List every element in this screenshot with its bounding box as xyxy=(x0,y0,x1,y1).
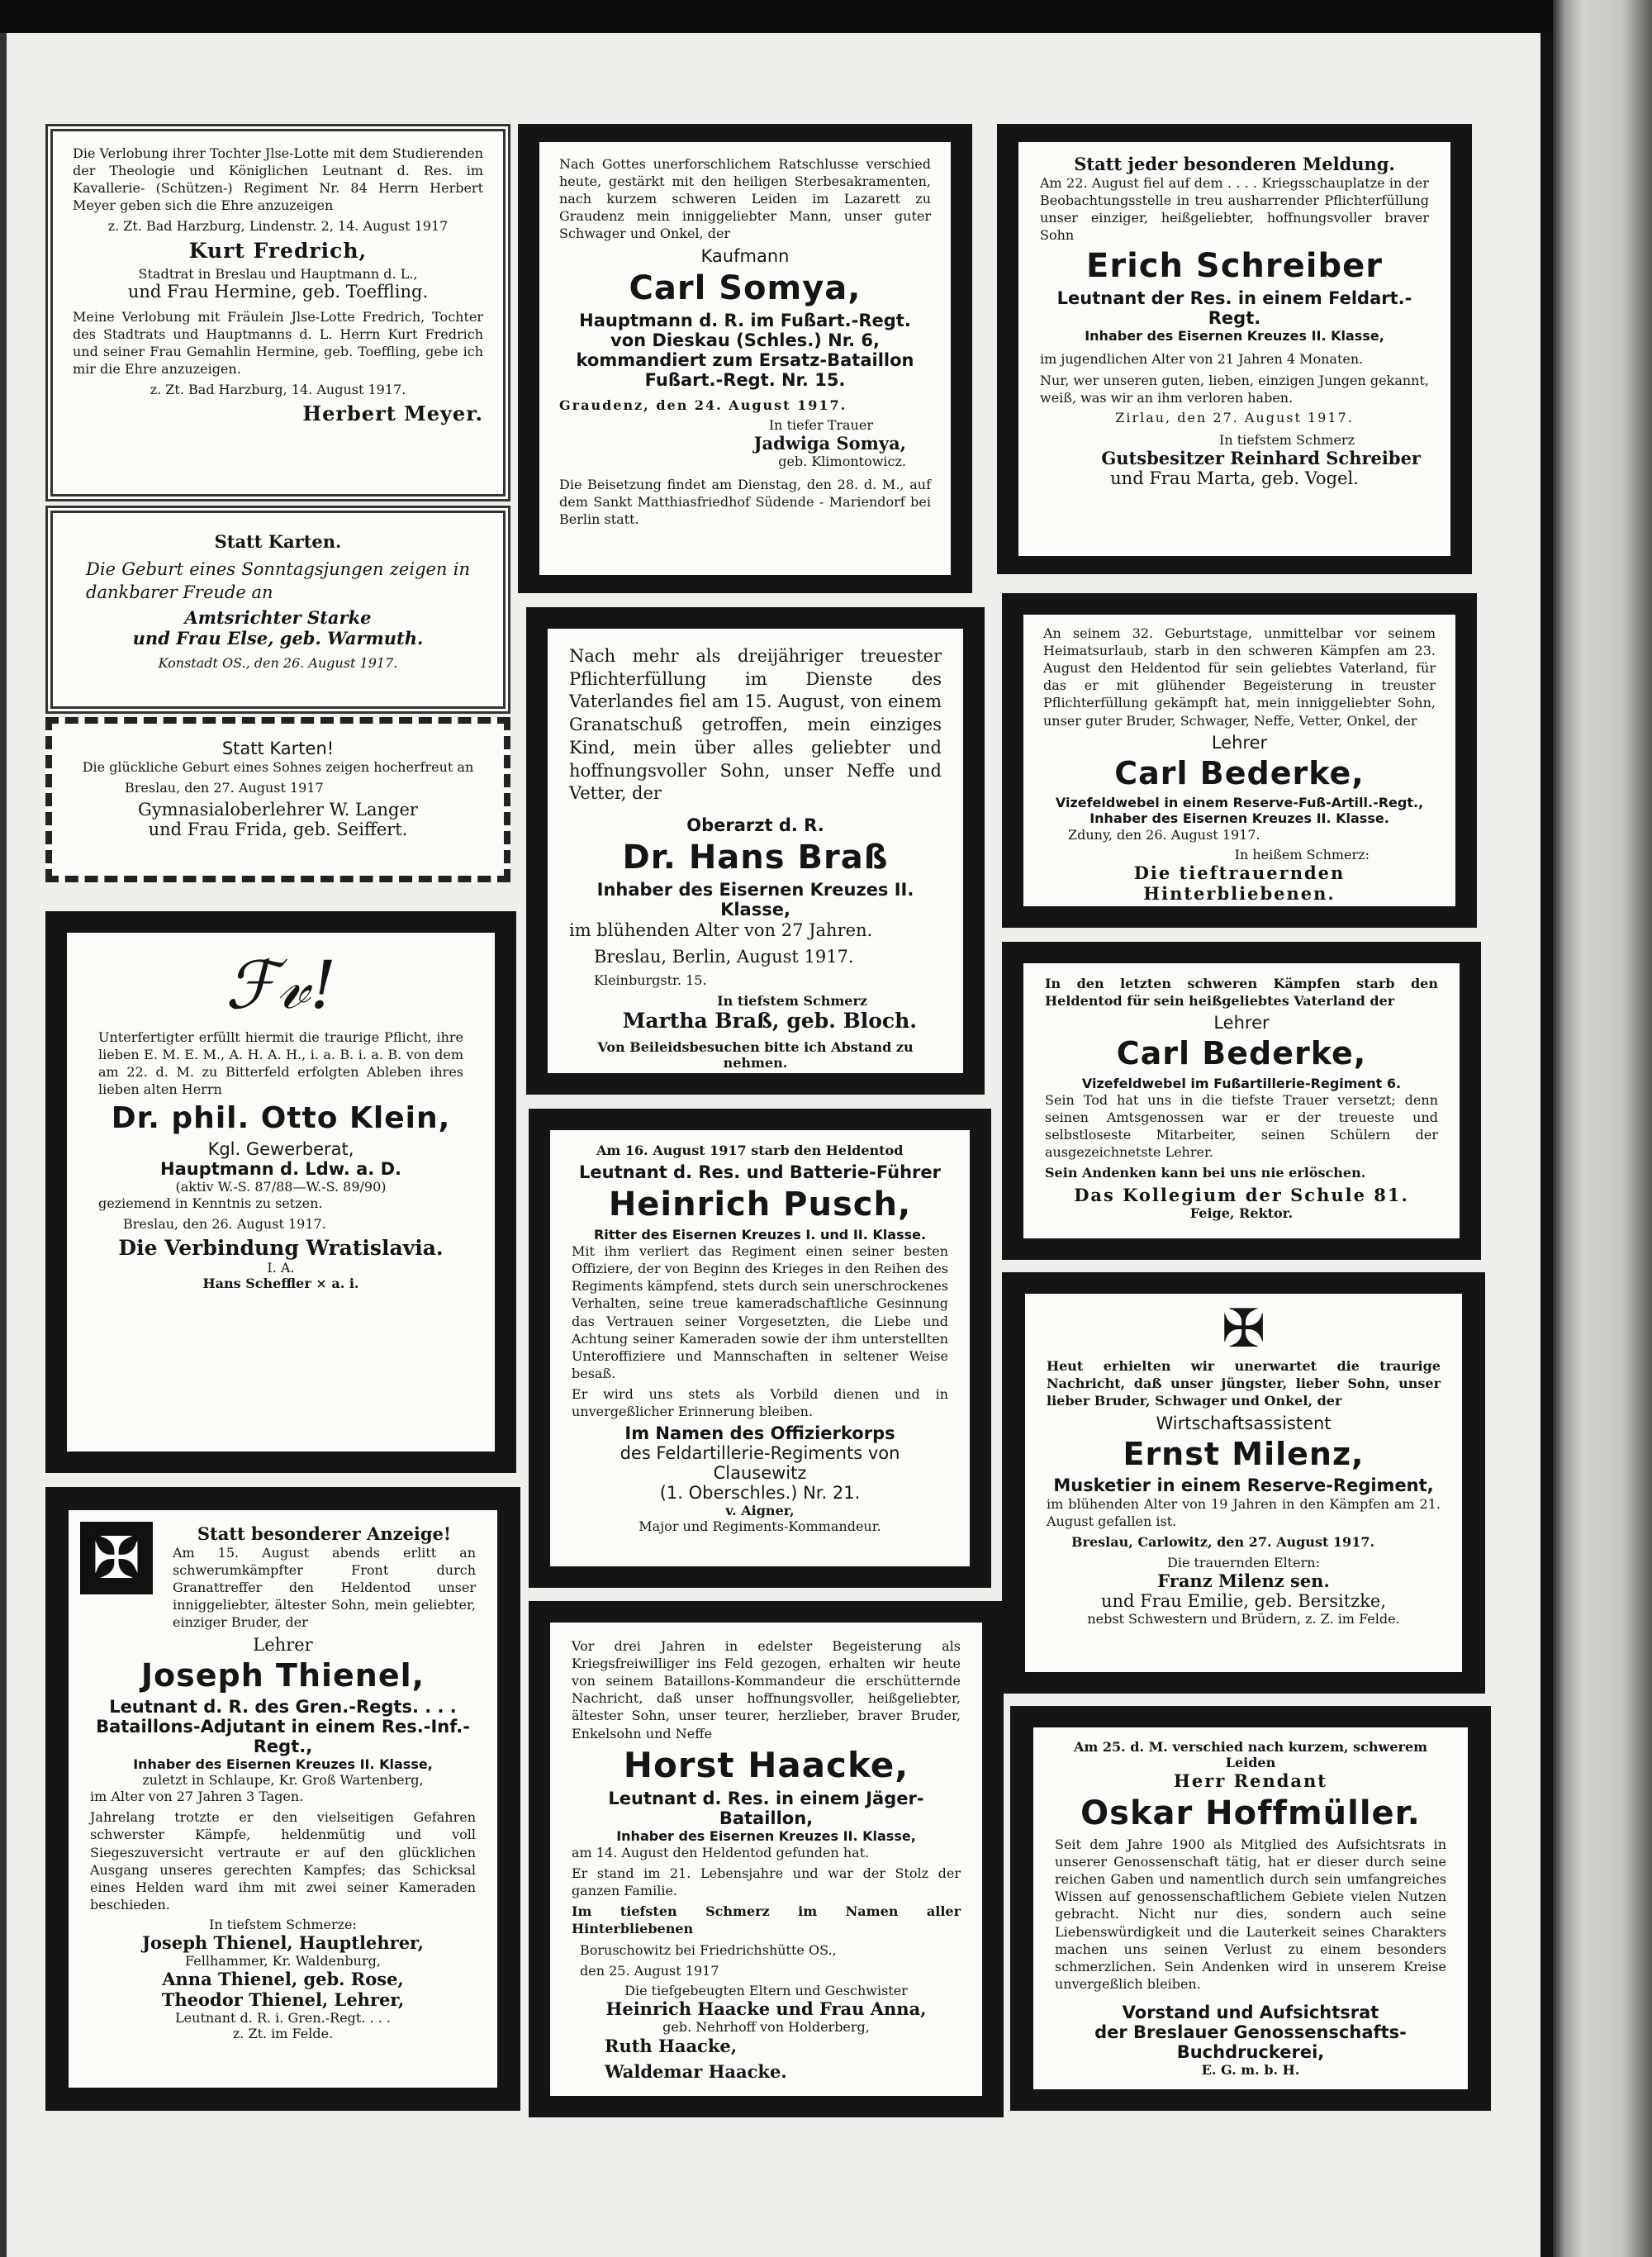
haacke-place: Boruschowitz bei Friedrichshütte OS., xyxy=(580,1941,837,1958)
thienel-s6: z. Zt. im Felde. xyxy=(232,2026,334,2041)
meyer-father: Kurt Fredrich, xyxy=(188,238,368,263)
klein-place: Breslau, den 26. August 1917. xyxy=(123,1215,326,1232)
bederke1-name: Carl Bederke, xyxy=(1114,754,1365,791)
pusch-text2: Mit ihm verliert das Regiment einen seiner besten Offiziere, der von Beginn des Krieges in den Reihen des Regiments kämpfend, stets durch sein unerschrockenes Verhalten, seine treue kameradschaftliche Gesinnung das Vertrauen seiner Vorgesetzten, die Liebe und Achtung seiner Kameraden sowie der ihm unterstellten Unteroffiziere und Mannschaften in seltener Weise besaß. xyxy=(572,1243,948,1381)
milenz-text: Heut erhielten wir unerwartet die traurige Nachricht, daß unser jüngster, lieber Sohn, unser lieber Bruder, Schwager und Onkel, der xyxy=(1047,1358,1441,1409)
ad-obituary-bederke-school xyxy=(1002,942,1481,1260)
pusch-org1: Im Namen des Offizierkorps xyxy=(624,1423,895,1444)
langer-heading: Statt Karten! xyxy=(221,739,335,758)
thienel-name: Joseph Thienel, xyxy=(140,1656,425,1694)
ad-obituary-milenz xyxy=(1002,1272,1485,1694)
langer-text: Die glückliche Geburt eines Sohnes zeigen hocherfreut an xyxy=(82,759,474,775)
bederke2-sig: Feige, Rektor. xyxy=(1189,1205,1294,1222)
thienel-text2: Jahrelang trotzte er den vielseitigen Gefahren schwerster Kämpfe, heldenmütig und voll Siegeszuversicht vertraute er auf den glücklichen Ausgang unseres gerechten Kampfes; das Schicksal eines Helden ward ihm mit zwei seiner Kameraden beschieden. xyxy=(90,1809,476,1913)
ad-obituary-bederke-family xyxy=(1002,593,1477,928)
bederke1-rank2: Inhaber des Eisernen Kreuzes II. Klasse. xyxy=(1089,810,1389,827)
milenz-rank1: Musketier in einem Reserve-Regiment, xyxy=(1053,1475,1434,1496)
ad-birth-starke xyxy=(45,506,510,714)
hoffmueller-org1: Vorstand und Aufsichtsrat xyxy=(1122,2002,1379,2022)
haacke-s1: Heinrich Haacke und Frau Anna, xyxy=(605,1998,927,2019)
scan-left-edge xyxy=(0,33,7,2257)
haacke-name: Horst Haacke, xyxy=(623,1744,909,1785)
klein-title3: (aktiv W.-S. 87/88—W.-S. 89/90) xyxy=(175,1178,387,1195)
brass-sig: Martha Braß, geb. Bloch. xyxy=(622,1008,917,1033)
bederke2-name: Carl Bederke, xyxy=(1116,1035,1367,1072)
iron-cross-icon: ✠ xyxy=(1221,1299,1266,1360)
ad-obituary-schreiber xyxy=(997,124,1472,574)
meyer-mother: und Frau Hermine, geb. Toeffling. xyxy=(127,281,429,302)
klein-org: Die Verbindung Wratislavia. xyxy=(118,1236,444,1261)
milenz-s1: Franz Milenz sen. xyxy=(1157,1570,1330,1591)
thienel-age: im Alter von 27 Jahren 3 Tagen. xyxy=(90,1789,304,1805)
bederke1-sig: Die tieftrauernden Hinterbliebenen. xyxy=(1133,862,1346,905)
somya-name: Carl Somya, xyxy=(629,268,862,307)
pusch-sig2: Major und Regiments-Kommandeur. xyxy=(638,1518,881,1535)
thienel-rank2: Bataillons-Adjutant in einem Res.-Inf.-Regt., xyxy=(96,1717,470,1757)
pusch-text3: Er wird uns stets als Vorbild dienen und in unvergeßlicher Erinnerung bleiben. xyxy=(572,1385,948,1420)
ad-obituary-thienel xyxy=(45,1487,520,2111)
thienel-pre: Lehrer xyxy=(253,1634,313,1655)
klein-text: Unterfertigter erfüllt hiermit die traurige Pflicht, ihre lieben E. M. E. M., A. H. A. H., i. a. B. i. a. B. von dem am 22. d. M. zu Bitterfeld erfolgten Ableben ihres lieben alten Herrn xyxy=(98,1029,463,1098)
bederke1-text: An seinem 32. Geburtstage, unmittelbar vor seinem Heimatsurlaub, starb in den schweren Kämpfen am 23. August den Heldentod für sein geliebtes Vaterland, für das er mit glühender Begeisterung in treuster Pflichterfüllung gekämpft hat, mein inniggeliebter Sohn, unser guter Bruder, Schwager, Neffe, Vetter, Onkel, der xyxy=(1043,625,1436,729)
starke-place: Konstadt OS., den 26. August 1917. xyxy=(158,655,398,672)
thienel-s5: Leutnant d. R. i. Gren.-Regt. . . . xyxy=(175,2010,391,2026)
brass-pre: Oberarzt d. R. xyxy=(686,815,824,836)
schreiber-text: Am 22. August fiel auf dem . . . . Kriegsschauplatze in der Beobachtungsstelle in treu ausharrender Pflichterfüllung unser einziger, heißgeliebter, hoffnungsvoller braver Sohn xyxy=(1040,175,1429,244)
pusch-name: Heinrich Pusch, xyxy=(608,1186,912,1224)
thienel-s3: Anna Thienel, geb. Rose, xyxy=(162,1969,404,1989)
bederke2-org: Das Kollegium der Schule 81. xyxy=(1074,1185,1409,1206)
klein-text2: geziemend in Kenntnis zu setzen. xyxy=(98,1195,323,1211)
schreiber-age: im jugendlichen Alter von 21 Jahren 4 Monaten. xyxy=(1040,351,1364,368)
haacke-s2: geb. Nehrhoff von Holderberg, xyxy=(662,2018,870,2035)
thienel-grief: In tiefstem Schmerze: xyxy=(209,1917,357,1932)
thienel-s1: Joseph Thienel, Hauptlehrer, xyxy=(142,1932,424,1953)
haacke-text: Vor drei Jahren in edelster Begeisterung als Kriegsfreiwilliger ins Feld gezogen, erhalten wir heute von seinem Bataillons-Kommandeur die erschütternde Nachricht, daß unser hoffnungsvoller, heißgeliebter, ältester Sohn, unser teurer, herzlieber, braver Bruder, Enkelsohn und Neffe xyxy=(572,1638,961,1741)
milenz-s3: nebst Schwestern und Brüdern, z. Z. im Felde. xyxy=(1087,1610,1400,1627)
langer-name2: und Frau Frida, geb. Seiffert. xyxy=(148,820,408,840)
thienel-rank3: Inhaber des Eisernen Kreuzes II. Klasse, xyxy=(133,1756,433,1773)
ad-obituary-klein xyxy=(45,911,516,1473)
brass-street: Kleinburgstr. 15. xyxy=(594,972,707,989)
book-spine xyxy=(1553,0,1652,2257)
langer-place: Breslau, den 27. August 1917 xyxy=(125,780,324,796)
schreiber-heading: Statt jeder besonderen Meldung. xyxy=(1074,154,1395,174)
brass-grief: In tiefstem Schmerz xyxy=(717,992,867,1009)
meyer-place: z. Zt. Bad Harzburg, Lindenstr. 2, 14. August 1917 xyxy=(107,218,449,235)
haacke-text2: am 14. August den Heldentod gefunden hat. xyxy=(572,1844,870,1860)
somya-rank1: Hauptmann d. R. im Fußart.-Regt. von Dieskau (Schles.) Nr. 6, xyxy=(579,310,911,350)
ad-obituary-haacke xyxy=(529,1601,1004,2117)
hoffmueller-name: Oskar Hoffmüller. xyxy=(1080,1794,1421,1832)
hoffmueller-org2: der Breslauer Genossenschafts-Buchdruckerei, xyxy=(1094,2022,1407,2062)
brass-note: Von Beileidsbesuchen bitte ich Abstand zu nehmen. xyxy=(597,1038,914,1071)
bederke2-text2: Sein Tod hat uns in die tiefste Trauer versetzt; denn seinen Amtsgenossen war er der treueste und selbstloseste Mitarbeiter, seinen Schülern der ausgezeichnetste Lehrer. xyxy=(1045,1091,1438,1161)
haacke-text3: Er stand im 21. Lebensjahre und war der Stolz der ganzen Familie. xyxy=(572,1865,961,1899)
klein-sig: Hans Scheffler × a. i. xyxy=(202,1276,359,1292)
somya-s2: geb. Klimontowicz. xyxy=(778,453,906,469)
pusch-sig1: v. Aigner, xyxy=(725,1503,795,1519)
milenz-s2: und Frau Emilie, geb. Bersitzke, xyxy=(1100,1590,1387,1611)
klein-title1: Kgl. Gewerberat, xyxy=(207,1138,354,1159)
bederke2-pre: Lehrer xyxy=(1213,1013,1270,1033)
klein-title2: Hauptmann d. Ldw. a. D. xyxy=(160,1158,401,1179)
brass-place: Breslau, Berlin, August 1917. xyxy=(594,946,854,967)
klein-name: Dr. phil. Otto Klein, xyxy=(111,1101,451,1136)
ad-obituary-somya xyxy=(518,124,972,593)
somya-place: Graudenz, den 24. August 1917. xyxy=(559,397,847,413)
starke-name1: Amtsrichter Starke xyxy=(184,607,372,629)
bederke1-grief: In heißem Schmerz: xyxy=(1234,847,1370,863)
pusch-pre: Leutnant d. Res. und Batterie-Führer xyxy=(579,1162,941,1183)
pusch-org2: des Feldartillerie-Regiments von Clausewitz xyxy=(620,1443,900,1484)
milenz-name: Ernst Milenz, xyxy=(1123,1435,1365,1472)
meyer-place2: z. Zt. Bad Harzburg, 14. August 1917. xyxy=(150,381,406,397)
ad-engagement-meyer xyxy=(45,124,510,501)
pusch-org3: (1. Oberschles.) Nr. 21. xyxy=(659,1483,861,1504)
thienel-text: Am 15. August abends erlitt an schwerumkämpfter Front durch Granattreffer den Heldentod unser inniggeliebter, ältester Sohn, mein geliebter, einziger Bruder, der xyxy=(173,1545,476,1631)
ad-birth-langer xyxy=(45,717,510,882)
starke-heading: Statt Karten. xyxy=(214,531,342,552)
haacke-text4: Im tiefsten Schmerz im Namen aller Hinterbliebenen xyxy=(572,1903,961,1937)
iron-cross-icon: ✠ xyxy=(80,1522,153,1594)
meyer-text2: Meine Verlobung mit Fräulein Jlse-Lotte Fredrich, Tochter des Stadtrats und Hauptmanns d. L. Herrn Kurt Fredrich und seiner Frau Gemahlin Hermine, geb. Toeffling, gebe ich mir die Ehre anzuzeigen. xyxy=(73,308,483,377)
hoffmueller-text: Am 25. d. M. verschied nach kurzem, schwerem Leiden xyxy=(1073,1739,1428,1770)
milenz-grief: Die trauernden Eltern: xyxy=(1167,1554,1320,1570)
bederke2-rank1: Vizefeldwebel im Fußartillerie-Regiment 6. xyxy=(1081,1075,1402,1091)
meyer-father-title: Stadtrat in Breslau und Hauptmann d. L., xyxy=(138,265,418,282)
schreiber-rank1: Leutnant der Res. in einem Feldart.-Regt. xyxy=(1056,288,1412,329)
brass-age: im blühenden Alter von 27 Jahren. xyxy=(569,920,873,941)
haacke-grief: Die tiefgebeugten Eltern und Geschwister xyxy=(624,1982,908,1998)
schreiber-name: Erich Schreiber xyxy=(1086,247,1383,286)
haacke-date: den 25. August 1917 xyxy=(580,1962,719,1979)
brass-name: Dr. Hans Braß xyxy=(622,839,889,877)
bederke1-rank1: Vizefeldwebel in einem Reserve-Fuß-Artill.-Regt., xyxy=(1055,795,1424,811)
bederke2-text: In den letzten schweren Kämpfen starb den Heldentod für sein heißgeliebtes Vaterland der xyxy=(1045,976,1438,1010)
brass-text: Nach mehr als dreijähriger treuester Pflichterfüllung im Dienste des Vaterlandes fiel am 15. August, von einem Granatschuß getroffen, mein einziges Kind, mein über alles geliebter und hoffnungsvoller Sohn, unser Neffe und Vetter, der xyxy=(569,646,942,804)
scan-top-border xyxy=(0,0,1652,33)
haacke-s4: Waldemar Haacke. xyxy=(605,2061,787,2083)
meyer-signature: Herbert Meyer. xyxy=(302,402,483,426)
haacke-s3: Ruth Haacke, xyxy=(605,2035,738,2056)
haacke-rank2: Inhaber des Eisernen Kreuzes II. Klasse, xyxy=(616,1827,916,1844)
schreiber-s2: und Frau Marta, geb. Vogel. xyxy=(1110,468,1359,488)
schreiber-grief: In tiefstem Schmerz xyxy=(1219,431,1355,448)
ad-obituary-brass xyxy=(526,607,985,1095)
somya-text: Nach Gottes unerforschlichem Ratschlusse verschied heute, gestärkt mit den heiligen Sterbesakramenten, nach kurzem schweren Leiden im Lazarett zu Graudenz mein inniggeliebter Mann, unser guter Schwager und Onkel, der xyxy=(559,156,931,242)
milenz-age: im blühenden Alter von 19 Jahren in den Kämpfen am 21. August gefallen ist. xyxy=(1047,1496,1441,1530)
somya-burial: Die Beisetzung findet am Dienstag, den 28. d. M., auf dem Sankt Matthiasfriedhof Südende - Mariendorf bei Berlin statt. xyxy=(559,476,931,527)
brass-rank1: Inhaber des Eisernen Kreuzes II. Klasse, xyxy=(596,880,914,920)
schreiber-rank2: Inhaber des Eisernen Kreuzes II. Klasse, xyxy=(1085,328,1384,344)
milenz-pre: Wirtschaftsassistent xyxy=(1156,1413,1332,1433)
haacke-rank1: Leutnant d. Res. in einem Jäger-Bataillon, xyxy=(608,1788,924,1828)
hoffmueller-org3: E. G. m. b. H. xyxy=(1201,2061,1300,2078)
ad-obituary-pusch xyxy=(529,1109,991,1588)
schreiber-place: Zirlau, den 27. August 1917. xyxy=(1115,409,1354,425)
pusch-rank1: Ritter des Eisernen Kreuzes I. und II. Klasse. xyxy=(593,1227,927,1243)
somya-s1: Jadwiga Somya, xyxy=(753,432,906,454)
thienel-s2: Fellhammer, Kr. Waldenburg, xyxy=(185,1953,381,1969)
hoffmueller-text2: Seit dem Jahre 1900 als Mitglied des Aufsichtsrats in unserer Genossenschaft tätig, hat er dieser durch seine reichen Gaben und namentlich durch sein umfangreiches Wissen auf genossenschaftlichem Gebiete vielen Nutzen gebracht. Nicht nur dies, sondern auch seine Liebenswürdigkeit und die Lauterkeit seines Charakters machen uns seinen Verlust zu einem besonders schmerzlichen. Sein Andenken wird in unserem Kreise unvergeßlich bleiben. xyxy=(1055,1836,1446,1992)
schreiber-s1: Gutsbesitzer Reinhard Schreiber xyxy=(1101,447,1421,468)
bederke2-text3: Sein Andenken kann bei uns nie erlöschen. xyxy=(1045,1165,1366,1181)
starke-name2: und Frau Else, geb. Warmuth. xyxy=(132,628,424,649)
ad-obituary-hoffmueller xyxy=(1010,1706,1491,2111)
wratislavia-emblem-icon: ℱ𝓋! xyxy=(225,947,337,1024)
starke-text: Die Geburt eines Sonntagsjungen zeigen in dankbarer Freude an xyxy=(86,559,470,602)
schreiber-text2: Nur, wer unseren guten, lieben, einzigen Jungen gekannt, weiß, was wir an ihm verloren haben. xyxy=(1040,372,1429,406)
somya-rank2: kommandiert zum Ersatz-Bataillon Fußart.-Regt. Nr. 15. xyxy=(576,349,914,390)
somya-grief: In tiefer Trauer xyxy=(768,416,873,433)
bederke1-pre: Lehrer xyxy=(1211,732,1268,753)
thienel-heading: Statt besonderer Anzeige! xyxy=(197,1523,452,1544)
meyer-intro: Die Verlobung ihrer Tochter Jlse-Lotte mit dem Studierenden der Theologie und Königlichen Leutnant d. Res. im Kavallerie- (Schützen-) Regiment Nr. 84 Herrn Herbert Meyer geben sich die Ehre anzuzeigen xyxy=(73,145,483,214)
hoffmueller-pre: Herr Rendant xyxy=(1174,1770,1327,1791)
pusch-text: Am 16. August 1917 starb den Heldentod xyxy=(596,1143,904,1158)
milenz-place: Breslau, Carlowitz, den 27. August 1917. xyxy=(1071,1534,1375,1551)
somya-pre: Kaufmann xyxy=(700,245,790,266)
thienel-rank1: Leutnant d. R. des Gren.-Regts. . . . xyxy=(109,1697,457,1718)
langer-name1: Gymnasialoberlehrer W. Langer xyxy=(138,800,418,820)
klein-ia: I. A. xyxy=(267,1260,295,1276)
bederke1-place: Zduny, den 26. August 1917. xyxy=(1068,827,1260,843)
thienel-s4: Theodor Thienel, Lehrer, xyxy=(161,1989,405,2010)
thienel-home: zuletzt in Schlaupe, Kr. Groß Wartenberg, xyxy=(142,1772,424,1789)
